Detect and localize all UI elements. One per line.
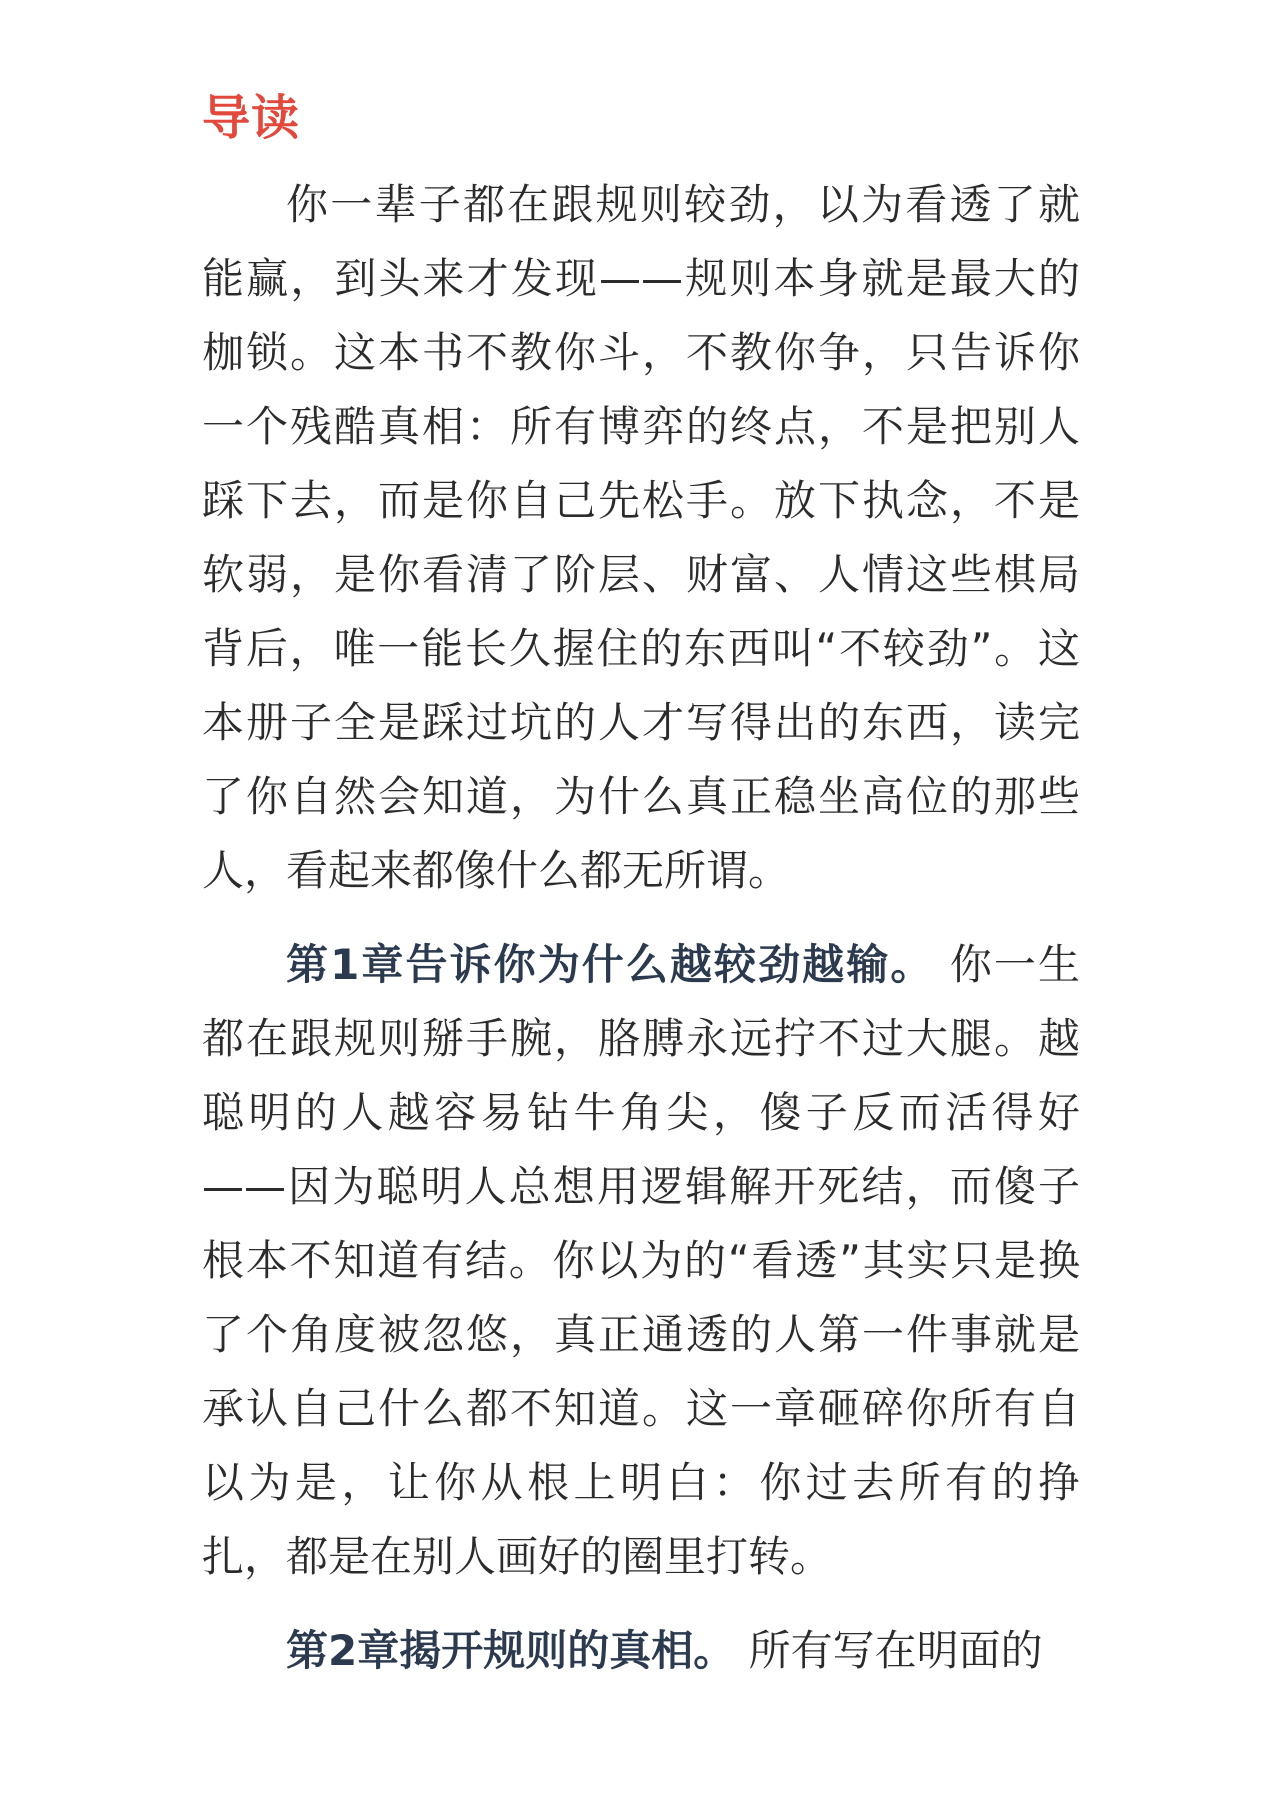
chapter-2-body: 所有写在明面的 [735,1626,1043,1675]
chapter-1-title: 第1章告诉你为什么越较劲越输。 [286,940,935,989]
chapter-1-paragraph [202,928,1080,1594]
chapter-1-body: 你一生都在跟规则掰手腕，胳膊永远拧不过大腿。越聪明的人越容易钻牛角尖，傻子反而活得好——因为聪明人总想用逻辑解开死结，而傻子根本不知道有结。你以为的“看透”其实只是换了个角度被忽悠，真正通透的人第一件事就是承认自己什么都不知道。这一章砸碎你所有自以为是，让你从根上明白：你过去所有的挣扎，都是在别人画好的圈里打转。 [202,940,1080,1581]
chapter-2-title: 第2章揭开规则的真相。 [286,1626,736,1675]
section-heading: 导读 [202,90,301,146]
chapter-2-paragraph [202,1614,1080,1688]
article [202,82,1080,1708]
intro-paragraph: 你一辈子都在跟规则较劲，以为看透了就能赢，到头来才发现——规则本身就是最大的枷锁。这本书不教你斗，不教你争，只告诉你一个残酷真相：所有博弈的终点，不是把别人踩下去，而是你自己先松手。放下执念，不是软弱，是你看清了阶层、财富、人情这些棋局背后，唯一能长久握住的东西叫“不较劲”。这本册子全是踩过坑的人才写得出的东西，读完了你自然会知道，为什么真正稳坐高位的那些人，看起来都像什么都无所谓。 [202,180,1080,895]
